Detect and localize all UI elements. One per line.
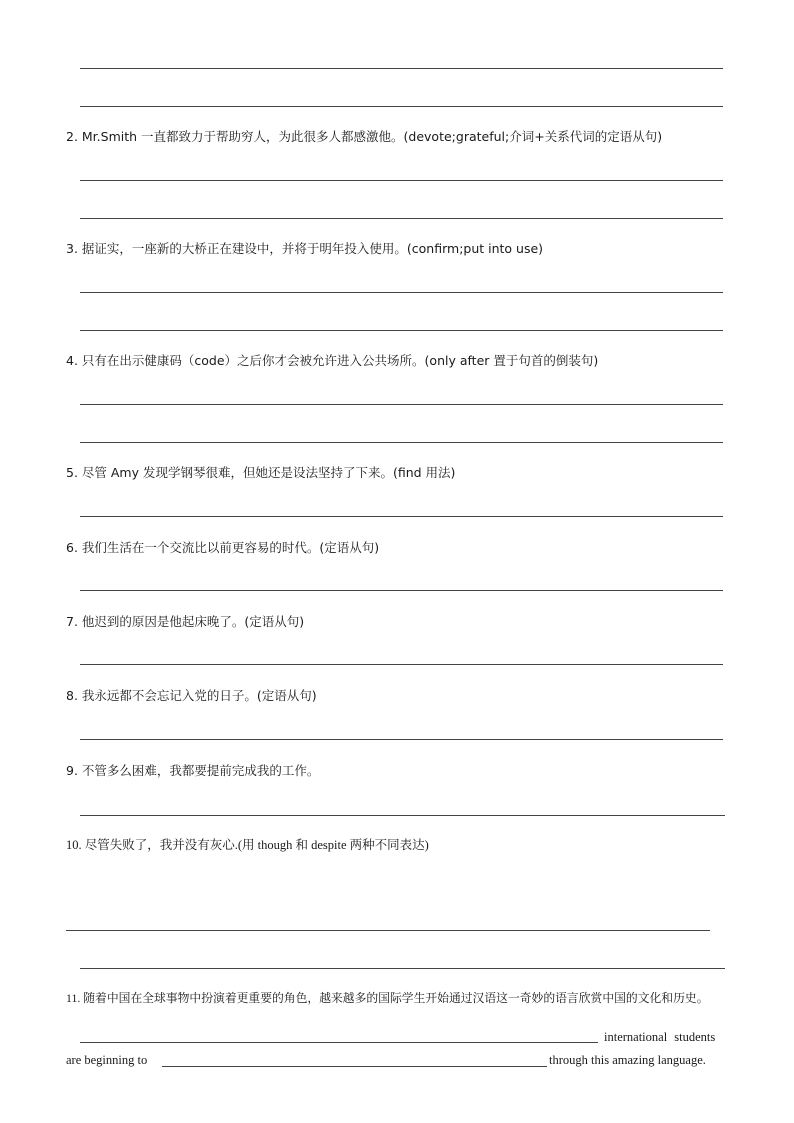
question-2: 2. Mr.Smith 一直都致力于帮助穷人，为此很多人都感激他。(devote;grateful;介词+关系代词的定语从句) (66, 129, 663, 144)
q11-text-international-students: international students (604, 1030, 716, 1044)
answer-line[interactable] (80, 590, 723, 591)
answer-line[interactable] (80, 968, 725, 969)
answer-line[interactable] (80, 292, 723, 293)
question-8: 8. 我永远都不会忘记入党的日子。(定语从句) (66, 688, 317, 703)
question-6: 6. 我们生活在一个交流比以前更容易的时代。(定语从句) (66, 540, 380, 555)
answer-line[interactable] (80, 664, 723, 665)
question-9: 9. 不管多么困难，我都要提前完成我的工作。 (66, 763, 320, 778)
q11-text-through-language: through this amazing language. (549, 1053, 706, 1067)
answer-line[interactable] (80, 68, 723, 69)
answer-line[interactable] (80, 516, 723, 517)
question-3: 3. 据证实，一座新的大桥正在建设中，并将于明年投入使用。(confirm;put into use) (66, 241, 544, 256)
answer-line[interactable] (80, 180, 723, 181)
answer-line[interactable] (80, 330, 723, 331)
answer-line[interactable] (80, 106, 723, 107)
answer-line[interactable] (80, 404, 723, 405)
question-11: 11. 随着中国在全球事物中扮演着更重要的角色，越来越多的国际学生开始通过汉语这一奇妙的语言欣赏中国的文化和历史。 (66, 991, 709, 1005)
question-4: 4. 只有在出示健康码（code）之后你才会被允许进入公共场所。(only after 置于句首的倒装句) (66, 353, 599, 368)
fill-blank-2[interactable] (162, 1066, 547, 1067)
fill-blank-1[interactable] (80, 1042, 598, 1043)
question-7: 7. 他迟到的原因是他起床晚了。(定语从句) (66, 614, 305, 629)
answer-line[interactable] (80, 815, 725, 816)
answer-line[interactable] (80, 218, 723, 219)
question-10: 10. 尽管失败了，我并没有灰心.(用 though 和 despite 两种不同表达) (66, 838, 429, 852)
answer-line[interactable] (66, 930, 710, 931)
answer-line[interactable] (80, 739, 723, 740)
answer-line[interactable] (80, 442, 723, 443)
question-5: 5. 尽管 Amy 发现学钢琴很难，但她还是设法坚持了下来。(find 用法) (66, 465, 456, 480)
q11-text-are-beginning: are beginning to (66, 1053, 148, 1067)
